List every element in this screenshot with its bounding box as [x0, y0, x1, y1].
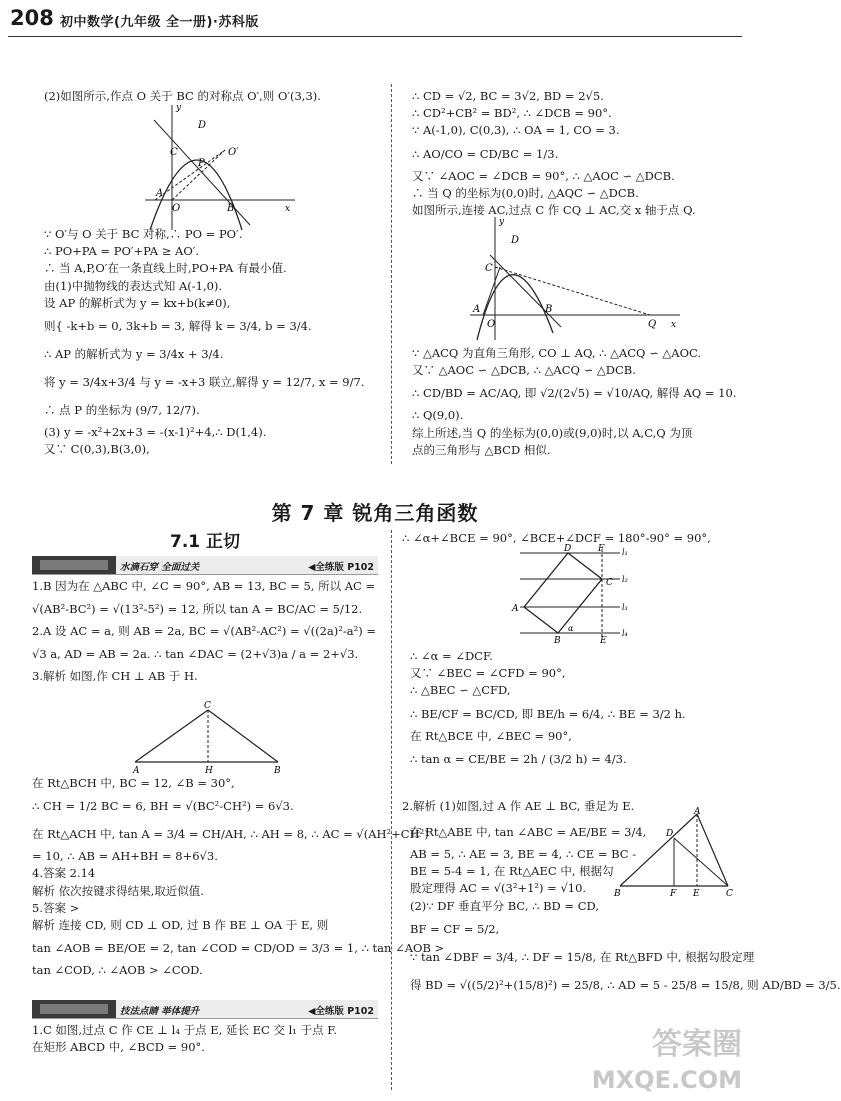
figure-parabola-reflection: [140, 100, 300, 235]
label-B: B: [554, 636, 561, 646]
label-y: y: [499, 217, 505, 227]
label-O: O: [487, 319, 496, 330]
label-F: F: [598, 544, 605, 554]
label-A: A: [512, 604, 519, 614]
text-line: 在 Rt△ABE 中, tan ∠ABC = AE/BE = 3/4,: [410, 825, 647, 839]
figure-triangle-ABC: [130, 700, 290, 775]
label-D: D: [198, 120, 207, 131]
text-line: 解析 依次按键求得结果,取近似值.: [32, 883, 204, 898]
text-line: ∴ △BEC ∽ △CFD,: [410, 683, 511, 698]
text-line: AB = 5, ∴ AE = 3, BE = 4, ∴ CE = BC -: [410, 847, 637, 861]
bar-logo: [32, 1000, 116, 1018]
text-line: = 10, ∴ AB = AH+BH = 8+6√3.: [32, 849, 218, 864]
text-line: ∴ tan α = CE/BE = 2h / (3/2 h) = 4/3.: [410, 751, 627, 766]
section-bar: [32, 1000, 378, 1019]
label-A: A: [694, 807, 701, 817]
text-line: 则{ -k+b = 0, 3k+b = 3, 解得 k = 3/4, b = 3/4.: [44, 318, 312, 333]
text-line: 4.答案 2.14: [32, 866, 96, 881]
label-A: A: [156, 188, 164, 199]
text-line: 如图所示,连接 AC,过点 C 作 CQ ⊥ AC,交 x 轴于点 Q.: [412, 202, 696, 217]
text-line: (2)如图所示,作点 O 关于 BC 的对称点 O′,则 O′(3,3).: [44, 89, 321, 103]
text-line: 将 y = 3/4x+3/4 与 y = -x+3 联立,解得 y = 12/7, x = 9/7.: [44, 374, 365, 389]
label-D: D: [666, 829, 674, 839]
bar-page-ref: ◀全练版 P102: [308, 562, 374, 573]
label-O-prime: O′: [228, 147, 239, 158]
watermark-logo: 答案圈: [652, 1027, 742, 1062]
text-line: ∴ 当 A,P,O′在一条直线上时,PO+PA 有最小值.: [44, 261, 287, 276]
text-line: 2.解析 (1)如图,过 A 作 AE ⊥ BC, 垂足为 E.: [402, 799, 635, 813]
label-D: D: [564, 544, 572, 554]
label-A: A: [473, 304, 481, 315]
left-bottom-text-3: [32, 1022, 337, 1056]
text-line: ∵ △ACQ 为直角三角形, CO ⊥ AQ, ∴ △ACQ ∽ △AOC.: [412, 346, 702, 360]
header-rule: [8, 36, 742, 37]
label-alpha: α: [568, 624, 574, 633]
text-line: 解析 连接 CD, 则 CD ⊥ OD, 过 B 作 BE ⊥ OA 于 E, 则: [32, 917, 329, 932]
bar-subtitle: 水滴石穿 全面过关: [120, 562, 200, 573]
text-line: 股定理得 AC = √(3²+1²) = √10.: [410, 881, 587, 896]
text-line: BF = CF = 5/2,: [410, 921, 500, 936]
text-line: 综上所述,当 Q 的坐标为(0,0)或(9,0)时,以 A,C,Q 为顶: [412, 425, 693, 440]
text-line: 1.B 因为在 △ABC 中, ∠C = 90°, AB = 13, BC = 5, 所以 AC =: [32, 579, 376, 593]
label-C: C: [485, 263, 493, 274]
text-line: ∵ A(-1,0), C(0,3), ∴ OA = 1, CO = 3.: [412, 123, 620, 138]
label-x: x: [671, 320, 677, 330]
text-line: ∴ CD/BD = AC/AQ, 即 √2/(2√5) = √10/AQ, 解得 AQ = 10.: [412, 386, 737, 401]
text-line: 在 Rt△BCH 中, BC = 12, ∠B = 30°,: [32, 776, 235, 790]
text-line: √3 a, AD = AB = 2a. ∴ tan ∠DAC = (2+√3)a / a = 2+√3.: [32, 647, 359, 662]
text-line: ∴ ∠α = ∠DCF.: [410, 649, 493, 663]
label-y: y: [176, 103, 182, 113]
label-E: E: [600, 636, 607, 646]
label-B: B: [545, 304, 553, 315]
text-line: 2.A 设 AC = a, 则 AB = 2a, BC = √(AB²-AC²) = √((2a)²-a²) =: [32, 624, 376, 639]
left-bottom-text-2: [32, 775, 444, 979]
page-number: 208: [10, 6, 54, 30]
watermark: [592, 1028, 742, 1097]
section-title: 7.1 正切: [170, 532, 241, 552]
label-D: D: [511, 235, 520, 246]
label-C: C: [170, 147, 178, 158]
text-line: ∴ CD = √2, BC = 3√2, BD = 2√5.: [412, 89, 604, 103]
text-line: 3.解析 如图,作 CH ⊥ AB 于 H.: [32, 669, 198, 684]
label-B: B: [227, 203, 235, 214]
figure-triangle-ABC-right: [612, 808, 737, 898]
text-line: tan ∠AOB = BE/OE = 2, tan ∠COD = CD/OD = 3/3 = 1, ∴ tan ∠AOB >: [32, 941, 445, 956]
text-line: 1.C 如图,过点 C 作 CE ⊥ l₄ 于点 E, 延长 EC 交 l₁ 于点 F.: [32, 1023, 338, 1037]
label-B: B: [274, 766, 281, 776]
column-divider: [391, 530, 392, 1090]
text-line: ∴ BE/CF = BC/CD, 即 BE/h = 6/4, ∴ BE = 3/2 h.: [410, 706, 686, 721]
section-bar: [32, 556, 378, 575]
text-line: ∵ tan ∠DBF = 3/4, ∴ DF = 15/8, 在 Rt△BFD 中, 根据勾股定理: [410, 949, 755, 964]
text-line: ∴ AO/CO = CD/BC = 1/3.: [412, 146, 559, 161]
text-line: ∵ O′与 O 关于 BC 对称,∴ PO = PO′.: [44, 227, 243, 241]
right-mid-text-2: [410, 648, 686, 773]
label-F: F: [670, 889, 677, 899]
text-line: 在 Rt△ACH 中, tan A = 3/4 = CH/AH, ∴ AH = 8, ∴ AC = √(AH²+CH²): [32, 827, 429, 842]
text-line: ∴ Q(9,0).: [412, 408, 464, 423]
chapter-title: 第 7 章 锐角三角函数: [271, 501, 479, 525]
column-divider: [391, 84, 392, 464]
label-l2: l₂: [622, 575, 628, 584]
text-line: √(AB²-BC²) = √(13²-5²) = 12, 所以 tan A = BC/AC = 5/12.: [32, 602, 363, 617]
text-line: 又∵ ∠BEC = ∠CFD = 90°,: [410, 666, 566, 681]
text-line: 又∵ △AOC ∽ △DCB, ∴ △ACQ ∽ △DCB.: [412, 363, 636, 378]
label-x: x: [285, 204, 291, 214]
text-line: 又∵ ∠AOC = ∠DCB = 90°, ∴ △AOC ∽ △DCB.: [412, 168, 675, 183]
text-line: ∴ PO+PA = PO′+PA ≥ AO′.: [44, 244, 200, 259]
text-line: tan ∠COD, ∴ ∠AOB > ∠COD.: [32, 963, 203, 978]
figure-parallel-lines-rectangle: [510, 545, 650, 645]
text-line: ∴ 当 Q 的坐标为(0,0)时, △AQC ∽ △DCB.: [412, 185, 639, 200]
text-line: 又∵ C(0,3),B(3,0),: [44, 442, 150, 457]
right-top-text-2: [412, 345, 736, 459]
left-bottom-text: [32, 578, 376, 686]
figure-parabola-right-triangle: [465, 215, 685, 343]
bar-subtitle: 技法点睛 举体提升: [120, 1006, 200, 1017]
label-E: E: [693, 889, 700, 899]
label-A: A: [133, 766, 140, 776]
text-line: 在矩形 ABCD 中, ∠BCD = 90°.: [32, 1040, 205, 1055]
text-line: (2)∵ DF 垂直平分 BC, ∴ BD = CD,: [410, 898, 599, 913]
label-H: H: [205, 766, 213, 776]
text-line: ∴ ∠α+∠BCE = 90°, ∠BCE+∠DCF = 180°-90° = 90°,: [402, 531, 711, 545]
label-l4: l₄: [622, 629, 628, 638]
label-C: C: [606, 578, 613, 588]
watermark-url: MXQE.COM: [591, 1066, 742, 1094]
text-line: 由(1)中抛物线的表达式知 A(-1,0).: [44, 278, 223, 293]
label-C: C: [204, 701, 211, 711]
text-line: ∴ AP 的解析式为 y = 3/4x + 3/4.: [44, 346, 224, 361]
label-C: C: [726, 889, 733, 899]
bar-logo: [32, 556, 116, 574]
label-l1: l₁: [622, 548, 628, 557]
bar-page-ref: ◀全练版 P102: [308, 1006, 374, 1017]
right-top-text: [412, 88, 696, 219]
book-title: 初中数学(九年级 全一册)·苏科版: [60, 15, 259, 30]
text-line: 设 AP 的解析式为 y = kx+b(k≠0),: [44, 295, 231, 310]
left-top-text-2: [44, 226, 364, 458]
text-line: 在 Rt△BCE 中, ∠BEC = 90°,: [410, 728, 572, 743]
label-B: B: [614, 889, 621, 899]
right-mid-text-3: [402, 798, 634, 815]
text-line: ∴ CH = 1/2 BC = 6, BH = √(BC²-CH²) = 6√3.: [32, 799, 294, 814]
text-line: 点的三角形与 △BCD 相似.: [412, 442, 551, 457]
label-Q: Q: [648, 319, 657, 330]
text-line: ∴ 点 P 的坐标为 (9/7, 12/7).: [44, 402, 200, 417]
text-line: (3) y = -x²+2x+3 = -(x-1)²+4,∴ D(1,4).: [44, 424, 267, 439]
text-line: 5.答案 >: [32, 900, 80, 915]
text-line: 得 BD = √((5/2)²+(15/8)²) = 25/8, ∴ AD = 5 - 25/8 = 15/8, 则 AD/BD = 3/5.: [410, 977, 841, 992]
label-O: O: [172, 203, 181, 214]
text-line: BE = 5-4 = 1, 在 Rt△AEC 中, 根据勾: [410, 864, 614, 879]
label-P: P: [198, 158, 205, 169]
text-line: ∴ CD²+CB² = BD², ∴ ∠DCB = 90°.: [412, 106, 612, 121]
label-l3: l₃: [622, 603, 628, 612]
